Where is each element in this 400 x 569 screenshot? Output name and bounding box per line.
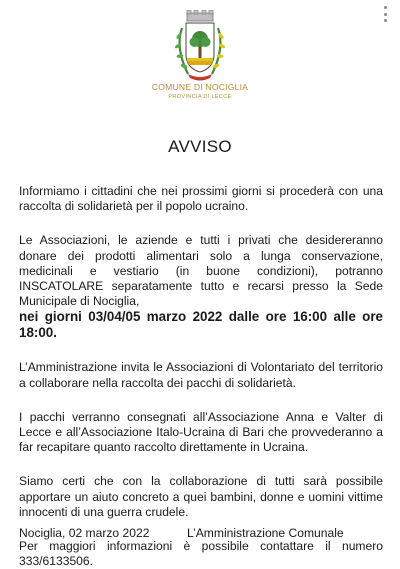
more-vertical-icon[interactable]: [380, 6, 390, 22]
place-and-date: Nociglia, 02 marzo 2022: [19, 526, 150, 540]
collection-dates: nei giorni 03/04/05 marzo 2022 dalle ore 16:00 alle ore 18:00.: [19, 309, 383, 341]
notice-title: AVVISO: [168, 137, 232, 156]
paragraph-intro: Informiamo i cittadini che nei prossimi giorni si procederà con una raccolta di solidarietà per il popolo ucraino.: [19, 184, 383, 214]
province-name: PROVINCIA DI LECCE: [168, 94, 232, 100]
paragraph-solidarity: Siamo certi che con la collaborazione di tutti sarà possibile apportare un aiuto concreto a quei bambini, donne e uomini vittime innocenti di una guerra crudele.: [19, 474, 383, 519]
municipal-coat-of-arms-icon: [166, 10, 234, 86]
paragraph-volunteers: L’Amministrazione invita le Associazioni di Volontariato del territorio a collaborare nella raccolta dei pacchi di solidarietà.: [19, 360, 383, 390]
municipality-name: COMUNE DI NOCIGLIA: [151, 82, 249, 92]
paragraph-delivery: I pacchi verranno consegnati all’Associazione Anna e Valter di Lecce e all’Associazione Italo-Ucraina di Bari che provvederanno a far recapitare quanto raccolto direttamente in Ucraina.: [19, 409, 383, 455]
signature: L’Amministrazione Comunale: [187, 526, 344, 540]
paragraph-contact: Per maggiori informazioni è possibile contattare il numero 333/6133506.: [19, 539, 383, 569]
paragraph-donations: Le Associazioni, le aziende e tutti i privati che desidereranno donare dei prodotti alimentari solo a lunga conservazione, medicinali e vestiario (in buone condizioni), potranno INSCATOLARE separatamente tutto e recarsi presso la Sede Municipale di Nociglia,: [19, 233, 383, 309]
notice-body: [19, 184, 383, 569]
